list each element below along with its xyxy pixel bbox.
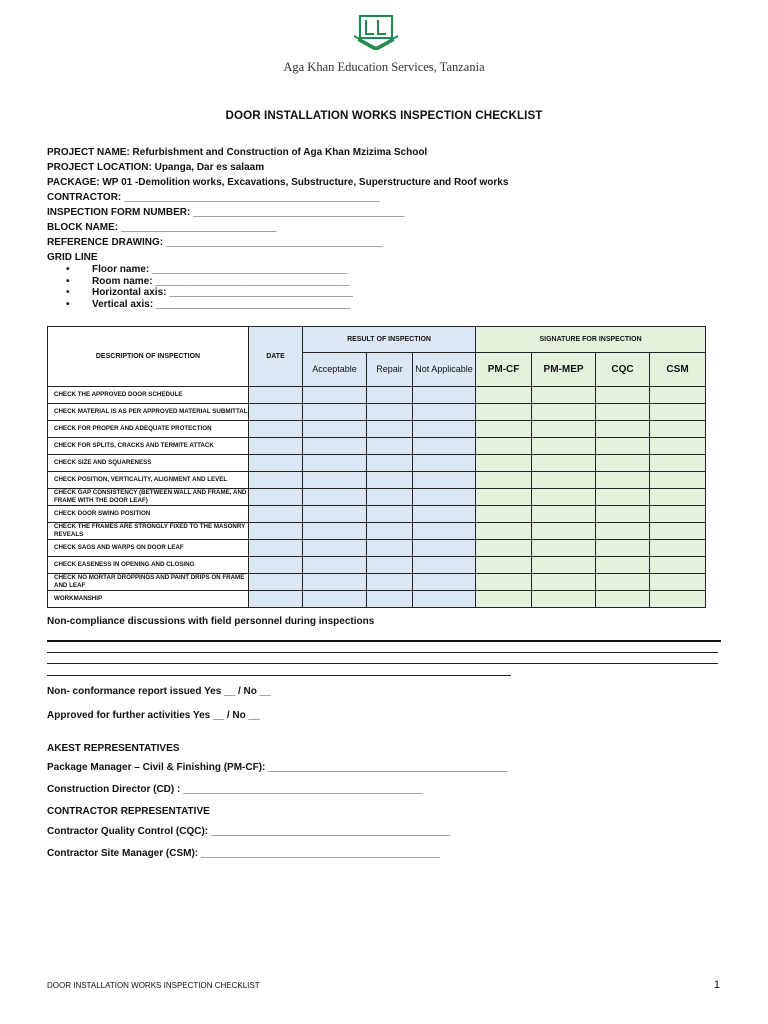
table-cell[interactable]: [249, 421, 303, 438]
table-cell[interactable]: [596, 387, 650, 404]
table-cell[interactable]: [650, 506, 706, 523]
table-cell[interactable]: [596, 574, 650, 591]
table-cell[interactable]: [249, 472, 303, 489]
table-cell[interactable]: [367, 421, 413, 438]
table-cell[interactable]: [249, 591, 303, 608]
table-cell[interactable]: [249, 574, 303, 591]
table-cell[interactable]: [413, 455, 476, 472]
table-cell[interactable]: [596, 455, 650, 472]
table-row: [48, 506, 706, 523]
non-compliance-rule: [47, 640, 721, 642]
col-repair: Repair: [367, 353, 413, 387]
table-cell[interactable]: [476, 506, 532, 523]
row-description: CHECK GAP CONSISTENCY (BETWEEN WALL AND FRAME, AND FRAME WITH THE DOOR LEAF): [48, 489, 249, 506]
table-cell[interactable]: [650, 421, 706, 438]
table-cell[interactable]: [249, 438, 303, 455]
table-cell[interactable]: [476, 472, 532, 489]
table-cell[interactable]: [476, 557, 532, 574]
row-description: CHECK DOOR SWING POSITION: [48, 506, 249, 523]
table-cell[interactable]: [303, 387, 367, 404]
project-name: PROJECT NAME: Refurbishment and Construction of Aga Khan Mzizima School: [47, 147, 428, 158]
table-cell[interactable]: [249, 455, 303, 472]
table-cell[interactable]: [532, 557, 596, 574]
table-cell[interactable]: [413, 404, 476, 421]
table-cell[interactable]: [532, 455, 596, 472]
table-cell[interactable]: [650, 472, 706, 489]
table-cell[interactable]: [413, 523, 476, 540]
table-cell[interactable]: [413, 489, 476, 506]
table-cell[interactable]: [249, 523, 303, 540]
table-cell[interactable]: [413, 438, 476, 455]
table-cell[interactable]: [367, 557, 413, 574]
table-row: [48, 421, 706, 438]
table-cell[interactable]: [476, 523, 532, 540]
table-cell[interactable]: [367, 523, 413, 540]
contractor-rep-title: CONTRACTOR REPRESENTATIVE: [47, 806, 210, 817]
table-cell[interactable]: [367, 455, 413, 472]
table-cell[interactable]: [413, 540, 476, 557]
row-description: CHECK THE APPROVED DOOR SCHEDULE: [48, 387, 249, 404]
table-cell[interactable]: [650, 591, 706, 608]
table-cell[interactable]: [596, 557, 650, 574]
table-row: [48, 438, 706, 455]
non-compliance-title: Non-compliance discussions with field personnel during inspections: [47, 616, 375, 627]
table-cell[interactable]: [650, 387, 706, 404]
contractor-field[interactable]: CONTRACTOR: ______________________________________________: [47, 192, 380, 203]
akest-logo-icon: [352, 14, 400, 50]
table-cell[interactable]: [303, 489, 367, 506]
grid-item-floor[interactable]: • Floor name: ___________________________________: [66, 264, 347, 275]
table-cell[interactable]: [476, 404, 532, 421]
table-cell[interactable]: [303, 574, 367, 591]
table-cell[interactable]: [249, 387, 303, 404]
table-row: [48, 591, 706, 608]
table-cell[interactable]: [596, 438, 650, 455]
table-cell[interactable]: [303, 523, 367, 540]
table-cell[interactable]: [596, 421, 650, 438]
table-cell[interactable]: [303, 472, 367, 489]
table-cell[interactable]: [650, 523, 706, 540]
cqc-signature-field[interactable]: Contractor Quality Control (CQC): ___________________________________________: [47, 826, 451, 837]
table-cell[interactable]: [413, 472, 476, 489]
table-cell[interactable]: [532, 540, 596, 557]
row-description: CHECK FOR SPLITS, CRACKS AND TERMITE ATTACK: [48, 438, 249, 455]
table-cell[interactable]: [650, 455, 706, 472]
row-description: CHECK NO MORTAR DROPPINGS AND PAINT DRIPS ON FRAME AND LEAF: [48, 574, 249, 591]
table-cell[interactable]: [367, 387, 413, 404]
table-row: [48, 489, 706, 506]
grid-item-vertical-axis[interactable]: • Vertical axis: ___________________________________: [66, 298, 351, 310]
table-cell[interactable]: [413, 421, 476, 438]
reference-drawing-field[interactable]: REFERENCE DRAWING: _______________________________________: [47, 237, 383, 248]
table-cell[interactable]: [413, 387, 476, 404]
organization-name: Aga Khan Education Services, Tanzania: [283, 60, 485, 74]
row-description: CHECK SAGS AND WARPS ON DOOR LEAF: [48, 540, 249, 557]
result-header: RESULT OF INSPECTION: [303, 327, 476, 353]
table-cell[interactable]: [532, 438, 596, 455]
col-not-applicable: Not Applicable: [413, 353, 476, 387]
table-cell[interactable]: [532, 574, 596, 591]
table-cell[interactable]: [303, 438, 367, 455]
table-cell[interactable]: [596, 472, 650, 489]
table-cell[interactable]: [249, 489, 303, 506]
table-cell[interactable]: [413, 591, 476, 608]
grid-line-label: GRID LINE: [47, 252, 98, 263]
footer-text: DOOR INSTALLATION WORKS INSPECTION CHECKLIST: [47, 981, 260, 990]
table-cell[interactable]: [596, 404, 650, 421]
table-row: [48, 472, 706, 489]
table-cell[interactable]: [596, 591, 650, 608]
table-cell[interactable]: [532, 506, 596, 523]
table-cell[interactable]: [476, 421, 532, 438]
cd-signature-field[interactable]: Construction Director (CD) : ___________________________________________: [47, 784, 423, 795]
table-cell[interactable]: [532, 472, 596, 489]
table-cell[interactable]: [413, 557, 476, 574]
table-row: [48, 540, 706, 557]
table-cell[interactable]: [650, 489, 706, 506]
grid-line-list: [66, 264, 353, 310]
table-row: [48, 404, 706, 421]
table-cell[interactable]: [303, 591, 367, 608]
project-location: PROJECT LOCATION: Upanga, Dar es salaam: [47, 162, 265, 173]
non-compliance-line[interactable]: [47, 675, 511, 676]
table-cell[interactable]: [476, 438, 532, 455]
table-cell[interactable]: [650, 557, 706, 574]
table-cell[interactable]: [303, 455, 367, 472]
table-cell[interactable]: [476, 387, 532, 404]
table-cell[interactable]: [303, 506, 367, 523]
date-header: DATE: [249, 327, 303, 387]
table-cell[interactable]: [249, 506, 303, 523]
table-cell[interactable]: [532, 421, 596, 438]
table-cell[interactable]: [532, 404, 596, 421]
table-cell[interactable]: [367, 472, 413, 489]
table-cell[interactable]: [367, 506, 413, 523]
col-acceptable: Acceptable: [303, 353, 367, 387]
table-cell[interactable]: [532, 523, 596, 540]
table-cell[interactable]: [476, 489, 532, 506]
table-cell[interactable]: [303, 421, 367, 438]
description-header: DESCRIPTION OF INSPECTION: [48, 327, 249, 387]
table-cell[interactable]: [367, 591, 413, 608]
table-cell[interactable]: [596, 540, 650, 557]
row-description: CHECK THE FRAMES ARE STRONGLY FIXED TO THE MASONRY REVEALS: [48, 523, 249, 540]
pm-cf-signature-field[interactable]: Package Manager – Civil & Finishing (PM-CF): ___________________________________________: [47, 762, 508, 773]
table-cell[interactable]: [249, 557, 303, 574]
table-cell[interactable]: [532, 591, 596, 608]
table-cell[interactable]: [650, 540, 706, 557]
table-row: [48, 523, 706, 540]
row-description: CHECK SIZE AND SQUARENESS: [48, 455, 249, 472]
row-description: WORKMANSHIP: [48, 591, 249, 608]
project-info: [47, 145, 737, 265]
table-row: [48, 387, 706, 404]
table-cell[interactable]: [476, 455, 532, 472]
inspection-form-field[interactable]: INSPECTION FORM NUMBER: ______________________________________: [47, 207, 405, 218]
table-cell[interactable]: [413, 574, 476, 591]
package: PACKAGE: WP 01 -Demolition works, Excavations, Substructure, Superstructure and Roof works: [47, 177, 509, 188]
table-row: [48, 574, 706, 591]
signature-header: SIGNATURE FOR INSPECTION: [476, 327, 706, 353]
akest-title: AKEST REPRESENTATIVES: [47, 743, 180, 754]
table-cell[interactable]: [367, 489, 413, 506]
table-cell[interactable]: [650, 574, 706, 591]
col-pm-mep: PM-MEP: [532, 353, 596, 387]
table-cell[interactable]: [532, 489, 596, 506]
table-cell[interactable]: [303, 404, 367, 421]
table-row: [48, 455, 706, 472]
col-pm-cf: PM-CF: [476, 353, 532, 387]
table-cell[interactable]: [476, 540, 532, 557]
row-description: CHECK EASENESS IN OPENING AND CLOSING: [48, 557, 249, 574]
grid-item-horizontal-axis[interactable]: • Horizontal axis: _________________________________: [66, 287, 353, 299]
table-cell[interactable]: [650, 404, 706, 421]
table-cell[interactable]: [303, 557, 367, 574]
table-cell[interactable]: [367, 438, 413, 455]
col-cqc: CQC: [596, 353, 650, 387]
table-cell[interactable]: [413, 506, 476, 523]
table-row: [48, 557, 706, 574]
col-csm: CSM: [650, 353, 706, 387]
table-cell[interactable]: [596, 506, 650, 523]
table-cell[interactable]: [367, 404, 413, 421]
table-cell[interactable]: [596, 523, 650, 540]
document-title: DOOR INSTALLATION WORKS INSPECTION CHECKLIST: [225, 109, 543, 122]
non-compliance-line[interactable]: [47, 652, 718, 653]
table-cell[interactable]: [650, 438, 706, 455]
table-cell[interactable]: [303, 540, 367, 557]
block-name-field[interactable]: BLOCK NAME: ____________________________: [47, 222, 277, 233]
table-cell[interactable]: [532, 387, 596, 404]
ncr-question[interactable]: Non- conformance report issued Yes __ / No __: [47, 686, 271, 697]
table-cell[interactable]: [249, 540, 303, 557]
table-cell[interactable]: [476, 574, 532, 591]
table-cell[interactable]: [249, 404, 303, 421]
non-compliance-line[interactable]: [47, 663, 718, 664]
row-description: CHECK MATERIAL IS AS PER APPROVED MATERIAL SUBMITTAL: [48, 404, 249, 421]
table-cell[interactable]: [367, 540, 413, 557]
table-cell[interactable]: [476, 591, 532, 608]
table-cell[interactable]: [367, 574, 413, 591]
grid-item-room[interactable]: • Room name: ___________________________________: [66, 275, 350, 287]
row-description: CHECK FOR PROPER AND ADEQUATE PROTECTION: [48, 421, 249, 438]
inspection-table: [47, 326, 706, 608]
table-cell[interactable]: [596, 489, 650, 506]
csm-signature-field[interactable]: Contractor Site Manager (CSM): ___________________________________________: [47, 848, 441, 859]
approval-question[interactable]: Approved for further activities Yes __ / No __: [47, 710, 260, 721]
page-number: 1: [713, 979, 720, 991]
row-description: CHECK POSITION, VERTICALITY, ALIGNMENT AND LEVEL: [48, 472, 249, 489]
